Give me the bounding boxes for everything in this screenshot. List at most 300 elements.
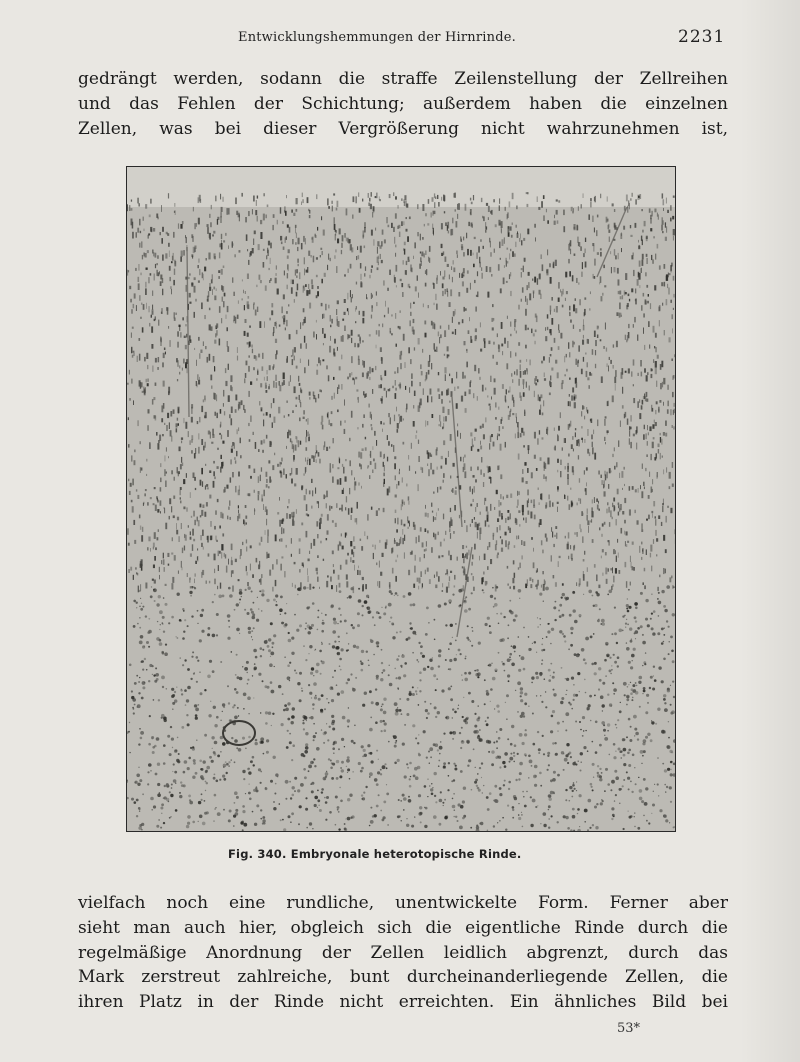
cell-speck [443, 440, 445, 445]
cell-speck [562, 633, 564, 635]
cell-speck [309, 303, 311, 309]
cell-speck [155, 505, 157, 511]
cell-speck [611, 633, 613, 635]
cell-speck [537, 626, 539, 628]
cell-speck [274, 666, 275, 667]
cell-speck [414, 525, 416, 530]
cell-speck [408, 496, 410, 500]
cell-speck [318, 502, 319, 508]
cell-speck [507, 637, 509, 639]
cell-speck [511, 334, 512, 336]
cell-speck [471, 223, 473, 227]
cell-speck [213, 777, 216, 780]
cell-speck [184, 546, 185, 551]
cell-speck [673, 696, 675, 698]
cell-speck [562, 614, 565, 617]
cell-speck [541, 644, 543, 646]
cell-speck [442, 427, 443, 430]
cell-speck [624, 498, 626, 503]
cell-speck [441, 223, 443, 229]
cell-speck [487, 395, 488, 397]
cell-speck [417, 578, 419, 582]
cell-speck [277, 464, 279, 467]
cell-speck [451, 490, 452, 492]
cell-speck [177, 467, 179, 473]
cell-speck [567, 466, 569, 472]
cell-speck [504, 237, 505, 243]
cell-speck [601, 556, 602, 559]
cell-speck [195, 573, 196, 576]
cell-speck [549, 798, 552, 801]
cell-speck [445, 573, 446, 575]
cell-speck [657, 757, 659, 759]
cell-speck [219, 551, 220, 554]
cell-speck [288, 304, 289, 306]
cell-speck [386, 767, 388, 769]
cell-speck [198, 801, 201, 804]
cell-speck [328, 254, 329, 260]
cell-speck [590, 291, 591, 294]
cell-speck [445, 222, 447, 226]
cell-speck [156, 263, 158, 265]
cell-speck [445, 257, 447, 262]
cell-speck [671, 359, 673, 362]
cell-speck [140, 598, 141, 599]
cell-speck [384, 370, 386, 376]
cell-speck [347, 377, 348, 380]
cell-speck [249, 784, 250, 785]
cell-speck [340, 478, 342, 485]
cell-speck [192, 651, 194, 653]
cell-speck [497, 710, 500, 713]
cell-speck [189, 591, 192, 594]
cell-speck [622, 488, 623, 490]
cell-speck [579, 721, 581, 723]
cell-speck [619, 508, 620, 512]
cell-speck [207, 357, 209, 363]
cell-speck [583, 559, 585, 561]
cell-speck [284, 415, 285, 417]
cell-speck [225, 368, 226, 373]
cell-speck [182, 637, 185, 640]
cell-speck [588, 799, 592, 803]
cell-speck [251, 345, 252, 348]
cell-speck [508, 624, 510, 626]
cell-speck [227, 341, 228, 347]
cell-speck [364, 531, 365, 536]
cell-speck [536, 468, 538, 471]
cell-speck [174, 771, 177, 774]
cell-speck [142, 681, 146, 685]
cell-speck [452, 731, 456, 735]
cell-speck [259, 321, 261, 328]
cell-speck [668, 273, 669, 278]
cell-speck [623, 748, 627, 752]
cell-speck [480, 239, 482, 242]
cell-speck [464, 598, 466, 600]
cell-speck [292, 239, 294, 244]
cell-speck [271, 690, 275, 694]
cell-speck [520, 364, 521, 370]
cell-speck [646, 285, 648, 288]
cell-speck [216, 540, 217, 542]
cell-speck [247, 333, 249, 337]
cell-speck [510, 322, 511, 327]
cell-speck [139, 380, 141, 386]
cell-speck [192, 746, 194, 748]
cell-speck [504, 670, 506, 672]
cell-speck [250, 564, 251, 571]
cell-speck [268, 241, 270, 246]
cell-speck [316, 275, 318, 277]
cell-speck [588, 214, 590, 220]
cell-speck [568, 454, 569, 457]
cell-speck [147, 502, 149, 505]
cell-speck [253, 627, 255, 629]
cell-speck [541, 585, 542, 588]
cell-speck [560, 333, 562, 339]
cell-speck [280, 596, 283, 599]
cell-speck [333, 377, 335, 380]
cell-speck [376, 291, 377, 295]
cell-speck [480, 446, 482, 450]
cell-speck [631, 791, 633, 793]
cell-speck [425, 379, 426, 381]
cell-speck [291, 721, 294, 724]
cell-speck [320, 255, 321, 257]
cell-speck [563, 226, 565, 232]
cell-speck [436, 304, 437, 310]
cell-speck [381, 260, 383, 263]
cell-speck [623, 754, 626, 757]
cell-speck [516, 369, 518, 375]
cell-speck [547, 623, 549, 625]
cell-speck [518, 803, 519, 804]
cell-speck [371, 192, 372, 197]
cell-speck [234, 761, 236, 763]
cell-speck [581, 648, 585, 652]
cell-speck [284, 271, 285, 276]
cell-speck [341, 690, 345, 694]
cell-speck [172, 747, 173, 748]
cell-speck [193, 762, 196, 765]
cell-speck [654, 679, 657, 682]
cell-speck [440, 486, 442, 489]
cell-speck [372, 368, 374, 372]
cell-speck [147, 547, 149, 550]
cell-speck [225, 233, 226, 236]
cell-speck [477, 396, 478, 401]
cell-speck [440, 741, 442, 743]
cell-speck [373, 239, 374, 245]
cell-speck [339, 542, 341, 546]
cell-speck [217, 812, 221, 816]
cell-speck [230, 517, 231, 520]
cell-speck [463, 237, 464, 241]
cell-speck [440, 326, 441, 329]
cell-speck [347, 597, 349, 599]
cell-speck [162, 652, 165, 655]
cell-speck [637, 401, 639, 408]
cell-speck [566, 291, 568, 294]
cell-speck [382, 324, 383, 328]
cell-speck [363, 311, 365, 317]
cell-speck [218, 565, 219, 571]
cell-speck [642, 240, 643, 246]
cell-speck [573, 208, 574, 211]
cell-speck [628, 661, 631, 664]
cell-speck [403, 674, 406, 677]
cell-speck [175, 749, 177, 751]
cell-speck [499, 434, 501, 436]
cell-speck [440, 791, 442, 793]
cell-speck [408, 455, 409, 460]
cell-speck [579, 524, 580, 529]
cell-speck [445, 815, 448, 818]
cell-speck [462, 281, 464, 286]
cell-speck [191, 516, 192, 518]
cell-speck [516, 519, 518, 525]
cell-speck [449, 521, 451, 527]
cell-speck [294, 347, 296, 352]
cell-speck [639, 413, 641, 419]
cell-speck [146, 353, 148, 359]
cell-speck [165, 523, 167, 530]
cell-speck [597, 335, 599, 339]
cell-speck [187, 368, 188, 373]
cell-speck [286, 474, 287, 478]
cell-speck [276, 382, 278, 388]
cell-speck [636, 443, 637, 450]
cell-speck [158, 529, 159, 532]
cell-speck [292, 280, 294, 285]
cell-speck [497, 518, 499, 522]
cell-speck [199, 269, 200, 275]
cell-speck [644, 345, 645, 350]
cell-speck [206, 782, 208, 784]
cell-speck [307, 568, 308, 575]
cell-speck [474, 713, 476, 715]
cell-speck [584, 470, 585, 474]
cell-speck [467, 525, 468, 532]
cell-speck [643, 687, 646, 690]
cell-speck [129, 752, 130, 753]
cell-speck [404, 502, 405, 506]
cell-speck [152, 366, 153, 372]
cell-speck [250, 476, 252, 479]
cell-speck [369, 275, 370, 279]
cell-speck [257, 371, 259, 375]
cell-speck [406, 408, 407, 412]
cell-speck [209, 495, 211, 499]
cell-speck [437, 711, 440, 714]
cell-speck [522, 791, 524, 793]
cell-speck [179, 792, 181, 794]
cell-speck [441, 689, 444, 692]
cell-speck [519, 733, 523, 737]
cell-speck [664, 769, 667, 772]
cell-speck [171, 738, 174, 741]
cell-speck [573, 211, 574, 213]
cell-speck [657, 632, 660, 635]
cell-speck [195, 708, 199, 712]
cell-speck [377, 241, 379, 246]
cell-speck [393, 445, 394, 452]
cell-speck [156, 637, 160, 641]
cell-speck [291, 715, 295, 719]
cell-speck [625, 371, 627, 373]
cell-speck [164, 785, 166, 787]
cell-speck [321, 791, 323, 793]
cell-speck [537, 379, 538, 382]
cell-speck [269, 663, 273, 667]
cell-speck [322, 620, 323, 621]
cell-speck [238, 427, 239, 431]
cell-speck [583, 574, 585, 581]
cell-speck [162, 289, 163, 296]
cell-speck [672, 484, 674, 487]
cell-speck [301, 523, 303, 526]
cell-speck [631, 371, 632, 376]
cell-speck [233, 320, 234, 323]
cell-speck [610, 360, 612, 364]
cell-speck [559, 556, 561, 558]
cell-speck [613, 576, 614, 583]
cell-speck [216, 510, 217, 514]
cell-speck [524, 702, 527, 705]
cell-speck [406, 484, 407, 487]
cell-speck [396, 677, 398, 679]
cell-speck [569, 352, 570, 357]
cell-speck [597, 505, 599, 510]
cell-speck [229, 594, 233, 598]
cell-speck [390, 331, 391, 334]
cell-speck [427, 666, 429, 668]
cell-speck [342, 235, 344, 241]
cell-speck [227, 346, 229, 352]
cell-speck [376, 440, 377, 446]
cell-speck [336, 760, 339, 763]
cell-speck [182, 548, 183, 554]
cell-speck [235, 457, 236, 460]
cell-speck [594, 331, 596, 337]
cell-speck [306, 270, 308, 273]
cell-speck [359, 208, 361, 213]
cell-speck [198, 218, 200, 225]
cell-speck [274, 453, 275, 456]
cell-speck [380, 810, 382, 812]
cell-speck [664, 708, 668, 712]
cell-speck [308, 284, 309, 289]
cell-speck [173, 763, 175, 765]
cell-speck [558, 324, 559, 330]
cell-speck [355, 321, 356, 323]
cell-speck [473, 499, 474, 502]
cell-speck [487, 717, 489, 719]
cell-speck [594, 806, 597, 809]
cell-speck [396, 285, 397, 287]
cell-speck [428, 622, 430, 624]
cell-speck [272, 564, 274, 569]
cell-speck [464, 455, 466, 458]
cell-speck [290, 473, 292, 476]
cell-speck [625, 627, 626, 628]
cell-speck [596, 230, 598, 236]
cell-speck [356, 282, 357, 285]
cell-speck [309, 215, 311, 218]
cell-speck [425, 213, 426, 216]
cell-speck [358, 452, 360, 458]
cell-speck [577, 237, 579, 243]
cell-speck [545, 336, 547, 341]
cell-speck [541, 201, 543, 208]
cell-speck [505, 442, 506, 448]
cell-speck [139, 811, 140, 812]
cell-speck [376, 641, 380, 645]
cell-speck [402, 538, 404, 544]
cell-speck [309, 551, 310, 554]
cell-speck [330, 760, 332, 762]
cell-speck [674, 529, 675, 534]
cell-speck [426, 757, 428, 759]
cell-speck [429, 453, 431, 457]
cell-speck [355, 518, 357, 522]
cell-speck [649, 426, 651, 431]
cell-speck [614, 447, 615, 451]
cell-speck [364, 273, 365, 276]
cell-speck [618, 553, 619, 558]
cell-speck [479, 528, 481, 535]
cell-speck [426, 607, 429, 610]
cell-speck [639, 261, 641, 267]
cell-speck [515, 690, 516, 691]
cell-speck [606, 654, 610, 658]
cell-speck [647, 702, 649, 704]
cell-speck [384, 280, 385, 285]
cell-speck [575, 763, 577, 765]
cell-speck [239, 214, 240, 221]
cell-speck [533, 499, 535, 506]
cell-speck [159, 271, 160, 274]
cell-speck [518, 379, 520, 386]
cell-speck [398, 481, 400, 485]
cell-speck [617, 665, 619, 667]
cell-speck [330, 423, 332, 426]
cell-speck [549, 501, 551, 508]
cell-speck [187, 686, 191, 690]
cell-speck [408, 637, 411, 640]
cell-speck [129, 205, 130, 211]
cell-speck [634, 826, 635, 827]
cell-speck [194, 453, 196, 458]
cell-speck [666, 299, 668, 305]
cell-speck [232, 472, 234, 477]
cell-speck [428, 305, 429, 308]
cell-speck [190, 537, 192, 540]
cell-speck [541, 649, 543, 651]
cell-speck [371, 760, 374, 763]
cell-speck [302, 722, 304, 724]
cell-speck [614, 209, 615, 212]
cell-speck [551, 628, 554, 631]
cell-speck [237, 429, 238, 434]
cell-speck [324, 273, 326, 277]
cell-speck [608, 484, 609, 489]
cell-speck [189, 293, 191, 298]
cell-speck [434, 639, 436, 641]
cell-speck [571, 554, 573, 559]
cell-speck [385, 542, 387, 549]
